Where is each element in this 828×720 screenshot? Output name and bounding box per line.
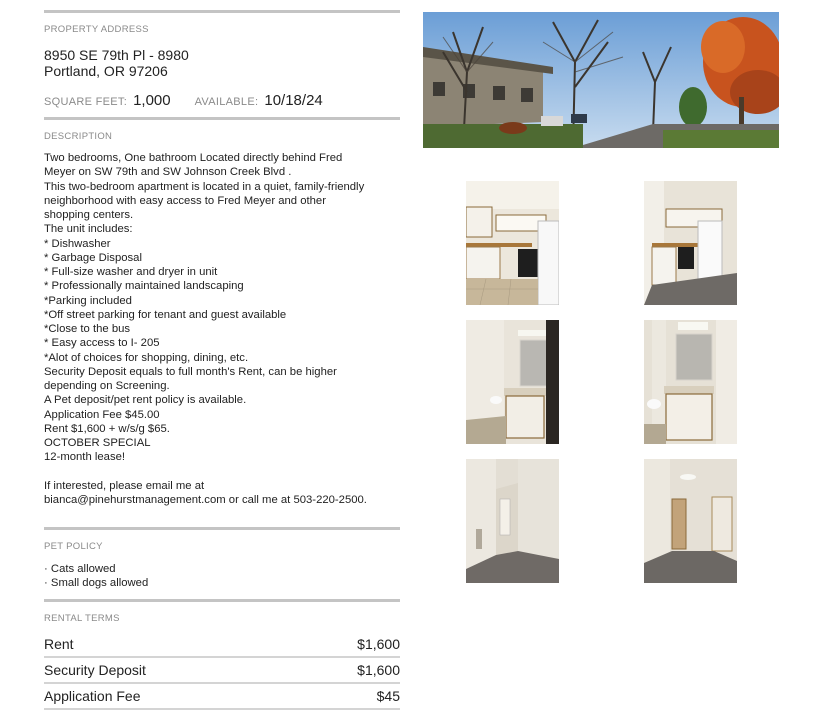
rent-label: Rent [44, 636, 74, 652]
hallway-photo[interactable] [644, 459, 737, 583]
security-deposit-value: $1,600 [357, 662, 400, 678]
application-fee-value: $45 [376, 688, 400, 704]
security-deposit-label: Security Deposit [44, 662, 146, 678]
exterior-photo[interactable] [423, 12, 779, 148]
pet-policy-label: PET POLICY [44, 541, 103, 552]
kitchen-photo[interactable] [466, 181, 559, 305]
address-line-1: 8950 SE 79th Pl - 8980 [44, 47, 189, 63]
available-label: AVAILABLE: [194, 96, 259, 108]
description-label: DESCRIPTION [44, 131, 113, 142]
hallway-photo[interactable] [466, 459, 559, 583]
pet-policy-item: · Cats allowed [44, 563, 116, 575]
details-row [44, 92, 400, 109]
property-address-label: PROPERTY ADDRESS [44, 24, 149, 35]
rental-term-row [44, 684, 400, 710]
square-feet-value: 1,000 [133, 92, 171, 109]
address-line-2: Portland, OR 97206 [44, 63, 168, 79]
rent-value: $1,600 [357, 636, 400, 652]
pet-policy-divider [44, 527, 400, 530]
pet-policy-list [44, 563, 400, 590]
application-fee-label: Application Fee [44, 688, 141, 704]
bathroom-photo[interactable] [466, 320, 559, 444]
top-divider [44, 10, 400, 13]
kitchen-photo[interactable] [644, 181, 737, 305]
description-divider [44, 117, 400, 120]
pet-policy-item: · Small dogs allowed [44, 576, 149, 589]
rental-terms-divider [44, 599, 400, 602]
rental-terms-label: RENTAL TERMS [44, 613, 120, 624]
bathroom-photo[interactable] [644, 320, 737, 444]
rental-terms-table [44, 632, 400, 710]
square-feet-label: SQUARE FEET: [44, 96, 128, 108]
rental-term-row [44, 658, 400, 684]
available-value: 10/18/24 [264, 92, 323, 109]
description-text: Two bedrooms, One bathroom Located directly behind Fred Meyer on SW 79th and SW Johnson Creek Blvd . This two-bedroom apartment is located in a quiet, family-friendly neighborhood with easy access to Fred Meyer and other shopping centers. The unit includes: * Dishwasher * Garbage Disposal * Full-size washer and dryer in unit * Professionally maintained landscaping *Parking included *Off street parking for tenant and guest available *Close to the bus * Easy access to I- 205 *Alot of choices for shopping, dining, etc. Security Deposit equals to full month's Rent, can be higher depending on Screening. A Pet deposit/pet rent policy is available. Application Fee $45.00 Rent $1,600 + w/s/g $65. OCTOBER SPECIAL 12-month lease! If interested, please email me at bianca@pinehurstmanagement.com or call me at 503-220-2500. [44, 152, 367, 506]
rental-term-row [44, 632, 400, 658]
